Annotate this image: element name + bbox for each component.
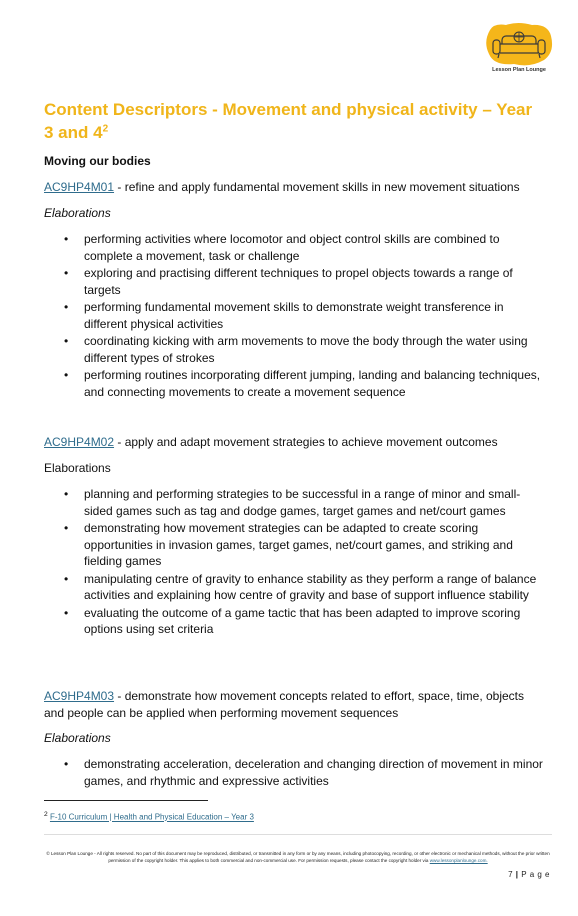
list-item-text: performing routines incorporating different jumping, landing and balancing techniques, and connecting movements to create a movement sequence	[84, 368, 541, 399]
elaborations-label: Elaborations	[44, 206, 111, 220]
list-item	[44, 756, 548, 789]
page-label: P a g e	[521, 870, 550, 879]
bullet-icon: •	[64, 300, 69, 314]
footnote-number: 2	[44, 811, 48, 818]
bullet-icon: •	[64, 334, 69, 348]
list-item-text: planning and performing strategies to be successful in a range of minor and small-sided games such as tag and dodge games, target games and net/court games	[84, 487, 521, 518]
bullet-icon: •	[64, 487, 69, 501]
list-item	[44, 486, 548, 519]
footnote	[44, 811, 254, 822]
descriptor-code-link[interactable]: AC9HP4M01	[44, 180, 115, 194]
page-number	[508, 870, 550, 879]
list-item-text: performing fundamental movement skills to demonstrate weight transference in different physical activities	[84, 300, 504, 331]
elaborations-list-1	[44, 231, 548, 401]
list-item	[44, 605, 548, 638]
descriptor-3	[44, 688, 544, 722]
page-title	[44, 98, 544, 144]
list-item-text: manipulating centre of gravity to enhance stability as they perform a range of balance activities and explaining how centre of gravity and base of support influence stability	[84, 571, 537, 602]
elaborations-list-2	[44, 486, 548, 639]
bullet-icon: •	[64, 232, 69, 246]
bullet-icon: •	[64, 571, 69, 586]
descriptor-2	[44, 434, 544, 451]
list-item	[44, 571, 548, 604]
list-item-text: evaluating the outcome of a game tactic that has been adapted to improve scoring options using set criteria	[84, 605, 521, 636]
descriptor-code-link[interactable]: AC9HP4M03	[44, 689, 115, 703]
list-item	[44, 265, 548, 298]
list-item-text: exploring and practising different techniques to propel objects towards a range of targets	[84, 266, 513, 297]
list-item-text: coordinating kicking with arm movements to move the body through the water using different types of strokes	[84, 334, 528, 365]
list-item	[44, 299, 548, 332]
page-number-separator: |	[515, 870, 519, 879]
bullet-icon: •	[64, 605, 69, 620]
footer-divider	[44, 834, 552, 835]
copyright-text: © Lesson Plan Lounge - All rights reserved. No part of this document may be reproduced, distributed, or transmitted in any form or by any means, including photocopying, recording, or other electronic or mechanical methods, without the prior written permission of the copyright holder. This applies to both commercial and non-commercial use. For permission requests, please contact the copyright holder via	[46, 851, 550, 863]
descriptor-text: - refine and apply fundamental movement skills in new movement situations	[114, 180, 520, 194]
list-item-text: performing activities where locomotor and object control skills are combined to complete a movement, task or challenge	[84, 232, 500, 263]
page-number-value: 7	[508, 870, 514, 879]
bullet-icon: •	[64, 368, 69, 382]
list-item-text: demonstrating how movement strategies can be adapted to create scoring opportunities in invasion games, target games, net/court games, and striking and fielding games	[84, 521, 513, 568]
descriptor-text: - demonstrate how movement concepts related to effort, space, time, objects and people can be applied when performing movement sequences	[44, 689, 525, 720]
elaborations-label: Elaborations	[44, 461, 111, 475]
title-footnote-ref[interactable]: 2	[102, 123, 109, 135]
logo-caption: Lesson Plan Lounge	[492, 67, 546, 73]
list-item	[44, 520, 548, 570]
list-item	[44, 367, 548, 400]
descriptor-text: - apply and adapt movement strategies to achieve movement outcomes	[114, 435, 498, 449]
elaborations-list-3	[44, 756, 548, 790]
list-item	[44, 333, 548, 366]
bullet-icon: •	[64, 521, 69, 535]
elaborations-label: Elaborations	[44, 731, 111, 745]
descriptor-code-link[interactable]: AC9HP4M02	[44, 435, 115, 449]
footnote-link[interactable]: F-10 Curriculum | Health and Physical Education – Year 3	[49, 812, 254, 822]
footnote-separator	[44, 800, 208, 801]
bullet-icon: •	[64, 757, 69, 771]
website-link[interactable]: www.lessonplanlounge.com.	[429, 857, 488, 863]
page-title-text: Content Descriptors - Movement and physical activity – Year 3 and 4	[44, 100, 533, 142]
list-item-text: demonstrating acceleration, deceleration and changing direction of movement in minor games, and rhythmic and expressive activities	[84, 757, 543, 788]
bullet-icon: •	[64, 266, 69, 280]
descriptor-1	[44, 179, 544, 196]
section-subheading: Moving our bodies	[44, 154, 151, 168]
list-item	[44, 231, 548, 264]
copyright-notice	[44, 851, 552, 864]
